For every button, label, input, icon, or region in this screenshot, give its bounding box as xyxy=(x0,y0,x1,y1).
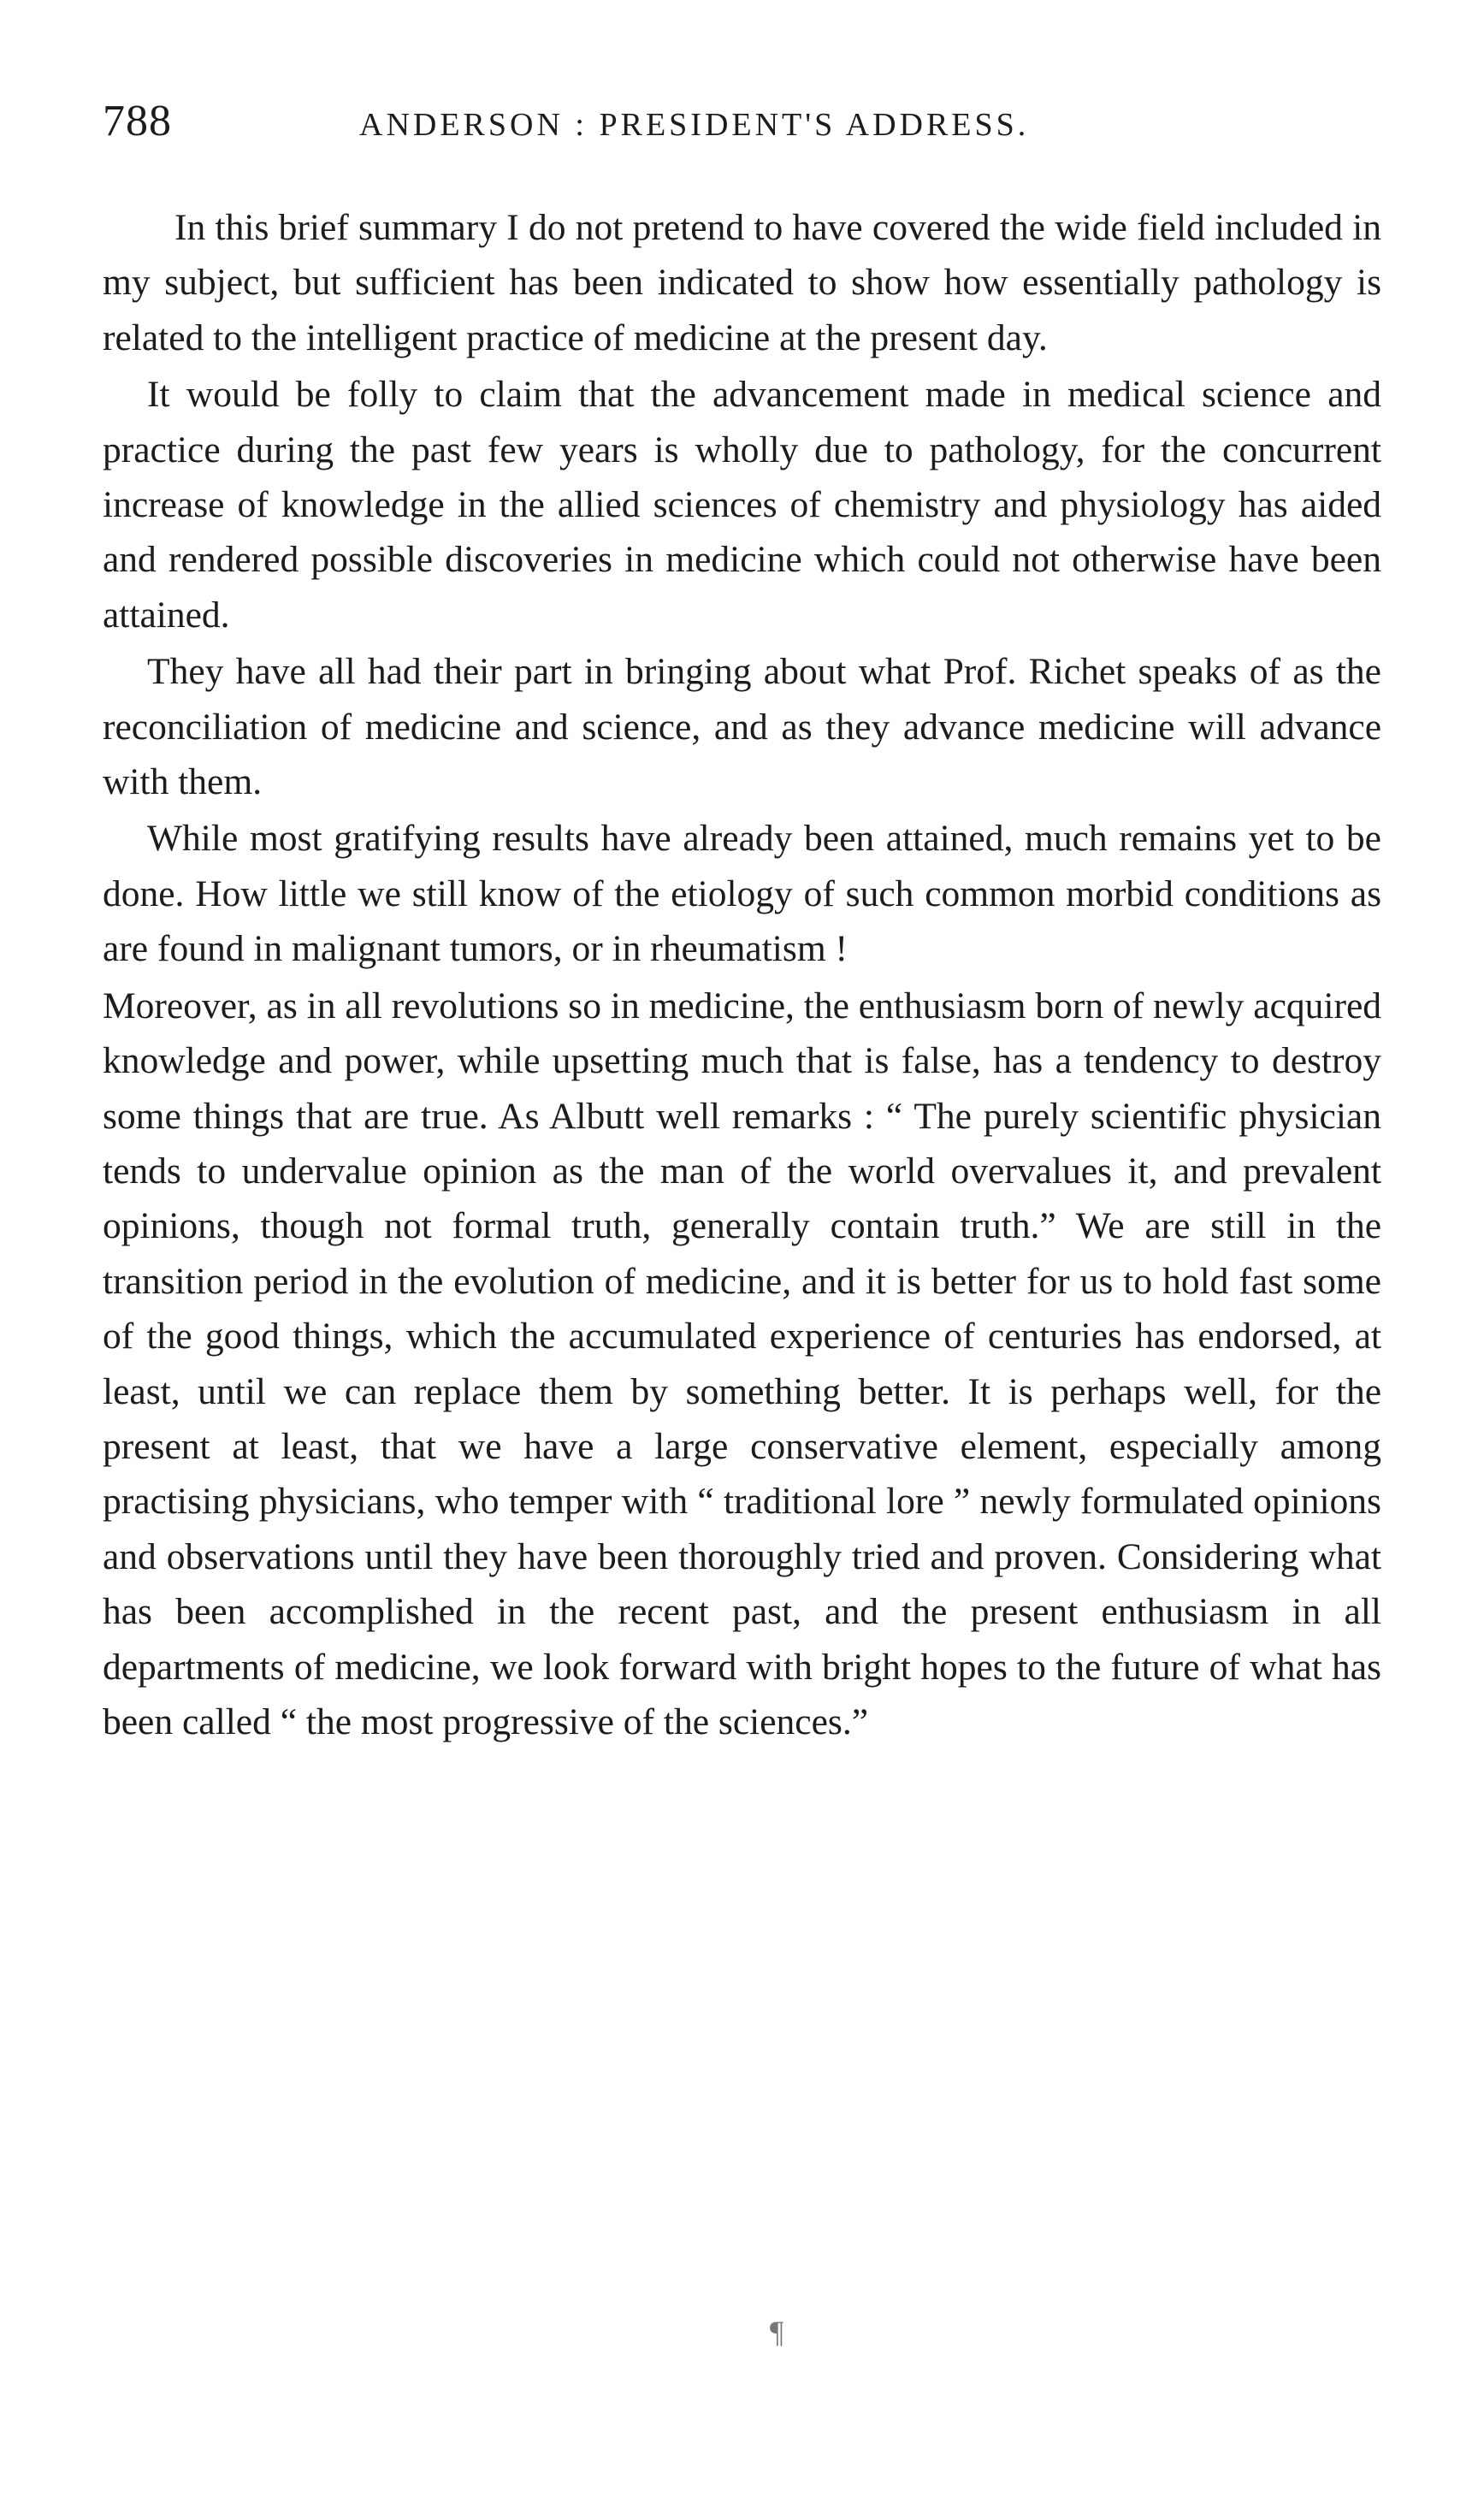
book-page xyxy=(103,94,1381,1749)
running-title: ANDERSON : PRESIDENT'S ADDRESS. xyxy=(359,107,1030,143)
paragraph-folly: It would be folly to claim that the advancement made in medical science and practice during the past few years is wholly due to pathology, for the concurrent increase of knowledge in the allied sciences of chemistry and physiology has aided and rendered possible discoveries in medicine which could not otherwise have been attained. xyxy=(103,374,1381,636)
paragraph-revolutions: Moreover, as in all revolutions so in medicine, the enthusiasm born of newly acquired knowledge and power, while upsetting much that is false, has a tendency to destroy some things that are true. As Albutt well remarks : “ The purely scientific physician tends to undervalue opinion as the man of the world overvalues it, and prevalent opinions, though not formal truth, generally contain truth.” We are still in the transition period in the evolution of medicine, and it is better for us to hold fast some of the good things, which the accumulated experience of centuries has endorsed, at least, until we can replace them by something better. It is perhaps well, for the present at least, that we have a large conservative element, especially among practising physicians, who temper with “ traditional lore ” newly formulated opinions and observations until they have been thoroughly tried and proven. Considering what has been accomplished in the recent past, and the present enthusiasm in all departments of medicine, we look forward with bright hopes to the future of what has been called “ the most progressive of the sciences.” xyxy=(103,985,1382,1742)
paragraph-remains: While most gratifying results have already been attained, much remains yet to be done. How little we still know of the etiology of such common morbid conditions as are found in malignant tumors, or in rheumatism ! xyxy=(103,818,1381,970)
running-head xyxy=(103,94,1381,163)
body-text xyxy=(103,200,1381,1749)
page-number: 788 xyxy=(103,97,172,145)
paragraph-reconciliation: They have all had their part in bringing about what Prof. Richet speaks of as the reconciliation of medicine and science, and as they advance medicine will advance with them. xyxy=(103,651,1381,803)
paragraph-summary: In this brief summary I do not pretend to have covered the wide field included in my subject, but sufficient has been indicated to show how essentially pathology is related to the intelligent practice of medicine at the present day. xyxy=(103,207,1381,358)
footer-mark: ¶ xyxy=(770,2315,784,2349)
